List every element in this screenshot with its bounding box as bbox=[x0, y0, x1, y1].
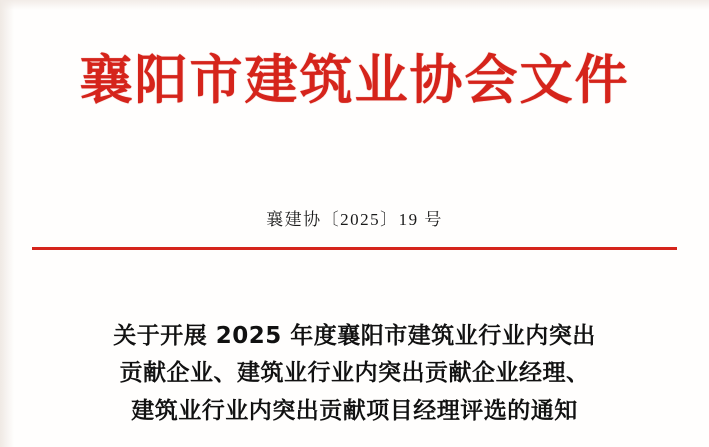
document-number: 襄建协〔2025〕19 号 bbox=[266, 210, 443, 229]
page-edge-shading-top bbox=[0, 0, 709, 10]
document-title-line-1: 关于开展 2025 年度襄阳市建筑业行业内突出 bbox=[113, 323, 596, 349]
document-title bbox=[60, 318, 649, 430]
document-title-line-2: 贡献企业、建筑业行业内突出贡献企业经理、 bbox=[119, 360, 590, 387]
red-divider-rule bbox=[32, 247, 677, 250]
masthead bbox=[0, 48, 709, 113]
document-title-line-3: 建筑业行业内突出贡献项目经理评选的通知 bbox=[131, 397, 578, 424]
masthead-title: 襄阳市建筑业协会文件 bbox=[79, 49, 630, 111]
